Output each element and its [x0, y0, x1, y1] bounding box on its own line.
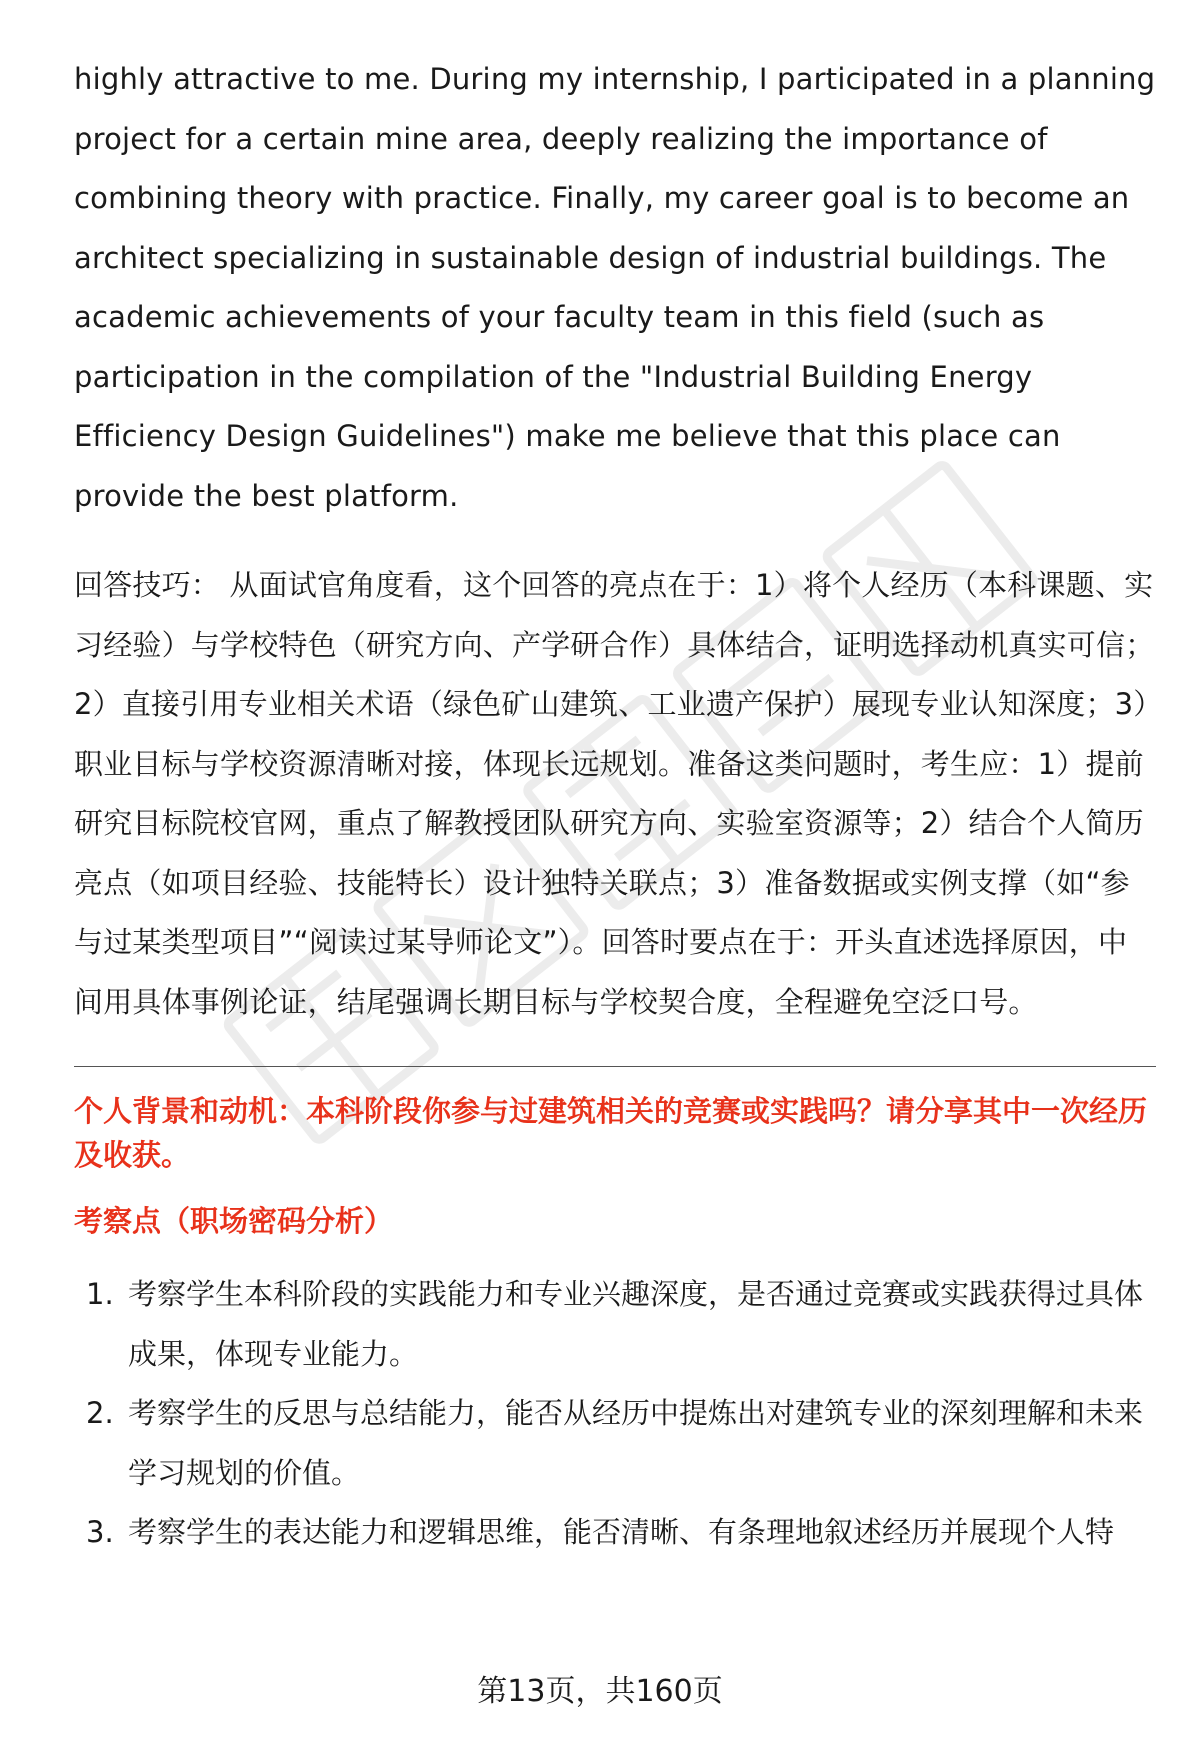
answer-paragraph-en: highly attractive to me. During my internship, I participated in a planning project for a certain mine area, deeply realizing the importance of combining theory with practice. Finally, my career goal is to become an architect specializing in sustainable design of industrial buildings. The academic achievements of your faculty team in this field (such as participation in the compilation of the "Industrial Building Energy Efficiency Design Guidelines") make me believe that this place can provide the best platform. [74, 62, 1156, 513]
list-item-number: 2. [86, 1396, 114, 1430]
document-page [74, 50, 1156, 1563]
list-item [74, 1384, 1156, 1503]
question-heading: 个人背景和动机：本科阶段你参与过建筑相关的竞赛或实践吗？请分享其中一次经历及收获。 [74, 1094, 1148, 1172]
list-item [74, 1503, 1156, 1563]
answer-tips-paragraph: 回答技巧： 从面试官角度看，这个回答的亮点在于：1）将个人经历（本科课题、实习经验）与学校特色（研究方向、产学研合作）具体结合，证明选择动机真实可信；2）直接引用专业相关术语（绿色矿山建筑、工业遗产保护）展现专业认知深度；3）职业目标与学校资源清晰对接，体现长远规划。准备这类问题时，考生应：1）提前研究目标院校官网，重点了解教授团队研究方向、实验室资源等；2）结合个人简历亮点（如项目经验、技能特长）设计独特关联点；3）准备数据或实例支撑（如“参与过某类型项目”“阅读过某导师论文”）。回答时要点在于：开头直述选择原因，中间用具体事例论证，结尾强调长期目标与学校契合度，全程避免空泛口号。 [74, 568, 1155, 1019]
list-item-text: 考察学生本科阶段的实践能力和专业兴趣深度，是否通过竞赛或实践获得过具体成果，体现专业能力。 [128, 1277, 1144, 1371]
list-item-number: 1. [86, 1277, 114, 1311]
assessment-points-list [74, 1265, 1156, 1563]
assessment-points-title: 考察点（职场密码分析） [74, 1204, 394, 1238]
section-divider [74, 1066, 1156, 1067]
page-number-footer: 第13页，共160页 [477, 1674, 723, 1709]
list-item-number: 3. [86, 1515, 114, 1549]
list-item-text: 考察学生的表达能力和逻辑思维，能否清晰、有条理地叙述经历并展现个人特 [128, 1515, 1115, 1549]
list-item [74, 1265, 1156, 1384]
list-item-text: 考察学生的反思与总结能力，能否从经历中提炼出对建筑专业的深刻理解和未来学习规划的价值。 [128, 1396, 1144, 1490]
